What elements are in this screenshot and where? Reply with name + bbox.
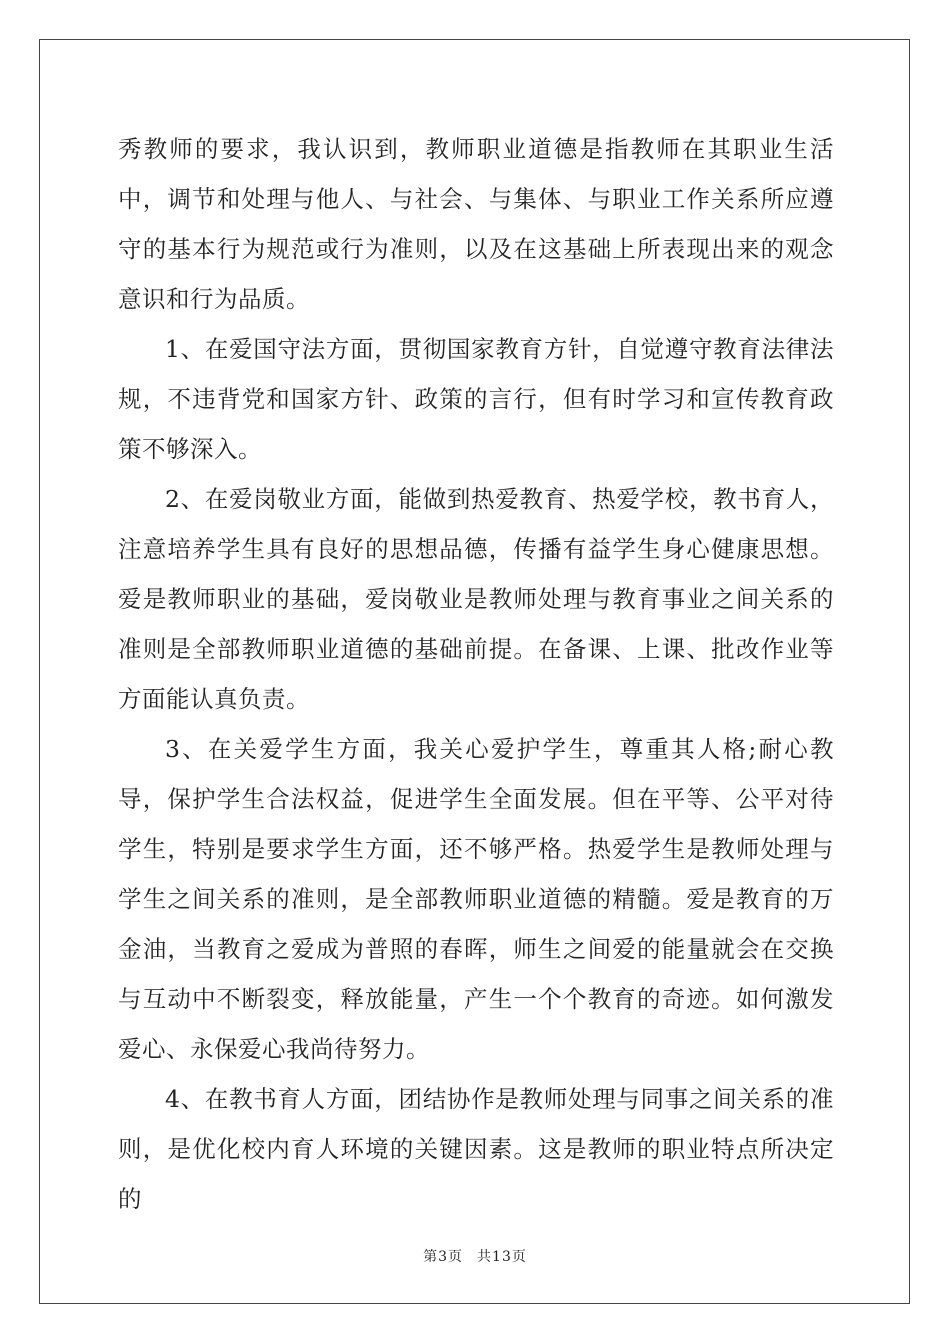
paragraph-intro-continued: 秀教师的要求，我认识到，教师职业道德是指教师在其职业生活中，调节和处理与他人、与社会、与集体、与职业工作关系所应遵守的基本行为规范或行为准则，以及在这基础上所表现出来的观念意识和行为品质。	[118, 135, 834, 313]
paragraph-item-3: 3、在关爱学生方面，我关心爱护学生，尊重其人格;耐心教导，保护学生合法权益，促进学生全面发展。但在平等、公平对待学生，特别是要求学生方面，还不够严格。热爱学生是教师处理与学生之间关系的准则，是全部教师职业道德的精髓。爱是教育的万金油，当教育之爱成为普照的春晖，师生之间爱的能量就会在交换与互动中不断裂变，释放能量，产生一个个教育的奇迹。如何激发爱心、永保爱心我尚待努力。	[118, 735, 834, 1063]
total-pages: 共13页	[477, 1249, 527, 1265]
paragraph-item-4: 4、在教书育人方面，团结协作是教师处理与同事之间关系的准则，是优化校内育人环境的关键因素。这是教师的职业特点所决定的	[118, 1085, 834, 1213]
paragraph-item-1: 1、在爱国守法方面，贯彻国家教育方针，自觉遵守教育法律法规，不违背党和国家方针、政策的言行，但有时学习和宣传教育政策不够深入。	[118, 335, 834, 463]
document-body	[118, 124, 834, 1224]
page-footer	[0, 1246, 950, 1266]
page-number: 第3页	[423, 1249, 464, 1265]
paragraph-item-2: 2、在爱岗敬业方面，能做到热爱教育、热爱学校，教书育人，注意培养学生具有良好的思想品德，传播有益学生身心健康思想。爱是教师职业的基础，爱岗敬业是教师处理与教育事业之间关系的准则是全部教师职业道德的基础前提。在备课、上课、批改作业等方面能认真负责。	[118, 485, 834, 713]
